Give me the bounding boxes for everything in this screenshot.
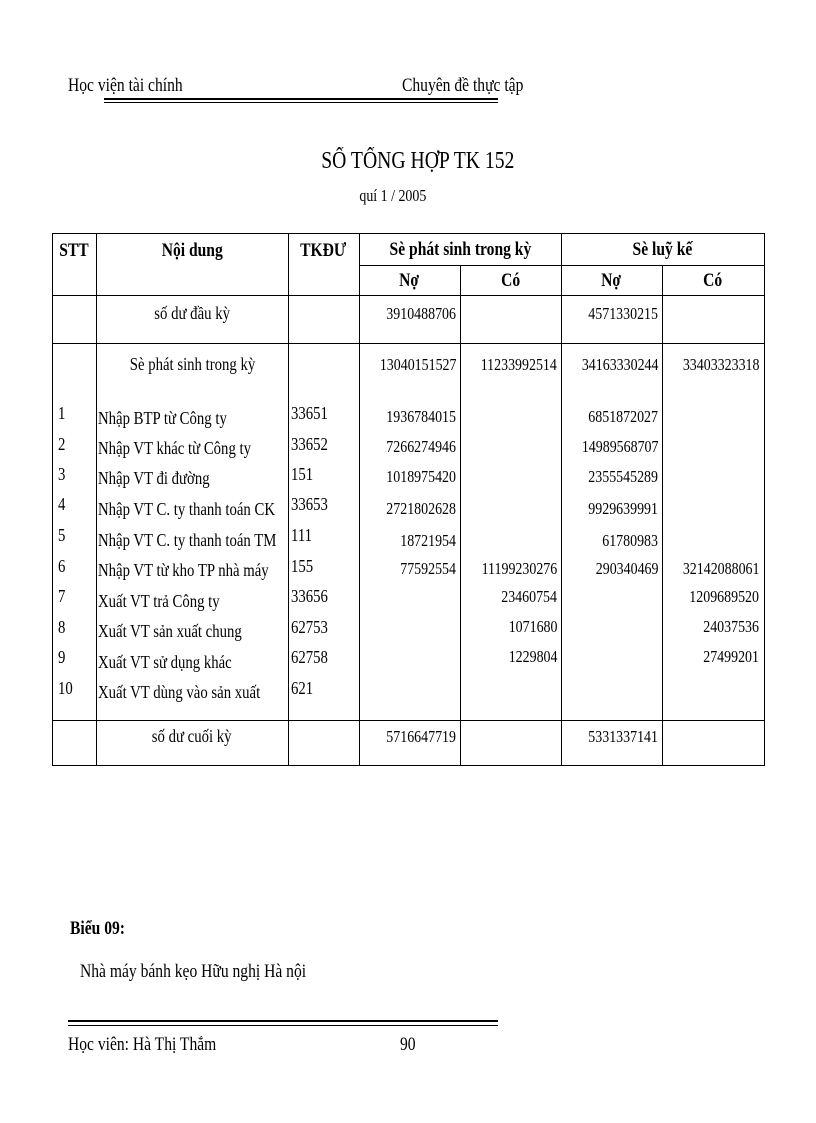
col-header-debit: Nợ (399, 270, 420, 291)
row-stt: 4 (58, 494, 66, 514)
row-cum-credit: 24037536 (703, 617, 759, 636)
row-desc: Nhập VT từ kho TP nhà máy (98, 560, 269, 580)
row-desc: Xuất VT sử dụng khác (98, 652, 232, 672)
header-school: Học viện tài chính (68, 75, 183, 96)
row-desc: Xuất VT trả Công ty (98, 591, 220, 611)
row-debit: 7266274946 (386, 437, 456, 456)
footer-rule-thin (68, 1025, 498, 1026)
row-account: 33652 (291, 434, 328, 454)
row-stt: 5 (58, 525, 66, 545)
row-account: 151 (291, 464, 314, 484)
col-header-credit: Có (500, 270, 521, 291)
table-border-left (52, 233, 53, 766)
table-subheader-line (359, 265, 765, 266)
col-header-cumulative: Sè luỹ kế (632, 239, 693, 260)
row-credit: 23460754 (501, 587, 557, 606)
page-subtitle: quí 1 / 2005 (359, 186, 427, 205)
table-body-bottom (52, 720, 765, 721)
row-account: 33656 (291, 586, 328, 606)
row-cum-credit: 27499201 (703, 647, 759, 666)
closing-label: số dư cuối kỳ (152, 726, 232, 746)
row-stt: 7 (58, 586, 66, 606)
row-stt: 1 (58, 403, 66, 423)
row-cum-debit: 6851872027 (588, 407, 658, 426)
row-cum-credit: 1209689520 (689, 587, 759, 606)
col-header-in-period: Sè phát sinh trong kỳ (389, 239, 531, 260)
footer-student: Học viên: Hà Thị Thắm (68, 1034, 217, 1055)
col-header-account: TKĐƯ (300, 240, 347, 261)
table-header-bottom (52, 295, 765, 296)
header-rule (104, 98, 498, 100)
row-stt: 9 (58, 647, 66, 667)
exhibit-label: Biểu 09: (70, 918, 125, 939)
col-header-content: Nội dung (161, 240, 223, 261)
row-debit: 2721802628 (386, 499, 456, 518)
closing-debit: 5716647719 (386, 727, 456, 746)
row-desc: Nhập BTP từ Công ty (98, 408, 227, 428)
row-credit: 11199230276 (481, 559, 557, 578)
row-desc: Nhập VT đi đường (98, 468, 210, 488)
row-debit: 1936784015 (386, 407, 456, 426)
row-desc: Xuất VT sản xuất chung (98, 621, 242, 641)
row-desc: Nhập VT C. ty thanh toán CK (98, 499, 275, 519)
row-stt: 2 (58, 434, 66, 454)
row-cum-debit: 9929639991 (588, 499, 658, 518)
row-cum-debit: 290340469 (595, 559, 658, 578)
row-account: 33651 (291, 403, 328, 423)
row-debit: 18721954 (400, 531, 456, 550)
row-stt: 6 (58, 556, 66, 576)
row-stt: 3 (58, 464, 66, 484)
period-total-cum-debit: 34163330244 (581, 355, 658, 374)
row-debit: 1018975420 (386, 467, 456, 486)
row-stt: 10 (58, 678, 73, 698)
row-cum-debit: 61780983 (602, 531, 658, 550)
col-header-stt: STT (59, 240, 89, 261)
row-cum-debit: 2355545289 (588, 467, 658, 486)
opening-cum-debit: 4571330215 (588, 304, 658, 323)
row-cum-credit: 32142088061 (682, 559, 759, 578)
row-desc: Nhập VT C. ty thanh toán TM (98, 530, 277, 550)
row-account: 62758 (291, 647, 328, 667)
row-account: 62753 (291, 617, 328, 637)
period-total-cum-credit: 33403323318 (682, 355, 759, 374)
table-col-line (359, 233, 360, 766)
header-report-type: Chuyên đề thực tập (402, 75, 524, 96)
period-total-credit: 11233992514 (480, 355, 557, 374)
header-rule-thin (104, 102, 498, 103)
table-border-bottom (52, 765, 765, 766)
row-desc: Nhập VT khác từ Công ty (98, 438, 251, 458)
row-desc: Xuất VT dùng vào sản xuất (98, 682, 261, 702)
factory-name: Nhà máy bánh kẹo Hữu nghị Hà nội (80, 961, 307, 982)
page-number: 90 (400, 1034, 416, 1055)
row-debit: 77592554 (400, 559, 456, 578)
row-stt: 8 (58, 617, 66, 637)
table-border-right (764, 233, 765, 766)
table-col-line (662, 265, 663, 766)
row-cum-debit: 14989568707 (581, 437, 658, 456)
period-total-label: Sè phát sinh trong kỳ (129, 354, 255, 374)
opening-label: số dư đầu kỳ (154, 303, 230, 323)
row-credit: 1229804 (508, 647, 557, 666)
table-col-line (460, 265, 461, 766)
table-opening-bottom (52, 343, 765, 344)
page-title: SỔ TỔNG HỢP TK 152 (321, 148, 515, 174)
closing-cum-debit: 5331337141 (588, 727, 658, 746)
row-account: 621 (291, 678, 314, 698)
row-account: 111 (291, 525, 313, 545)
row-credit: 1071680 (508, 617, 557, 636)
col-header-cum-credit: Có (703, 270, 723, 291)
period-total-debit: 13040151527 (379, 355, 456, 374)
table-border-top (52, 233, 765, 234)
row-account: 155 (291, 556, 314, 576)
col-header-cum-debit: Nợ (601, 270, 622, 291)
footer-rule (68, 1020, 498, 1022)
opening-debit: 3910488706 (386, 304, 456, 323)
row-account: 33653 (291, 494, 328, 514)
table-col-line (561, 233, 562, 766)
